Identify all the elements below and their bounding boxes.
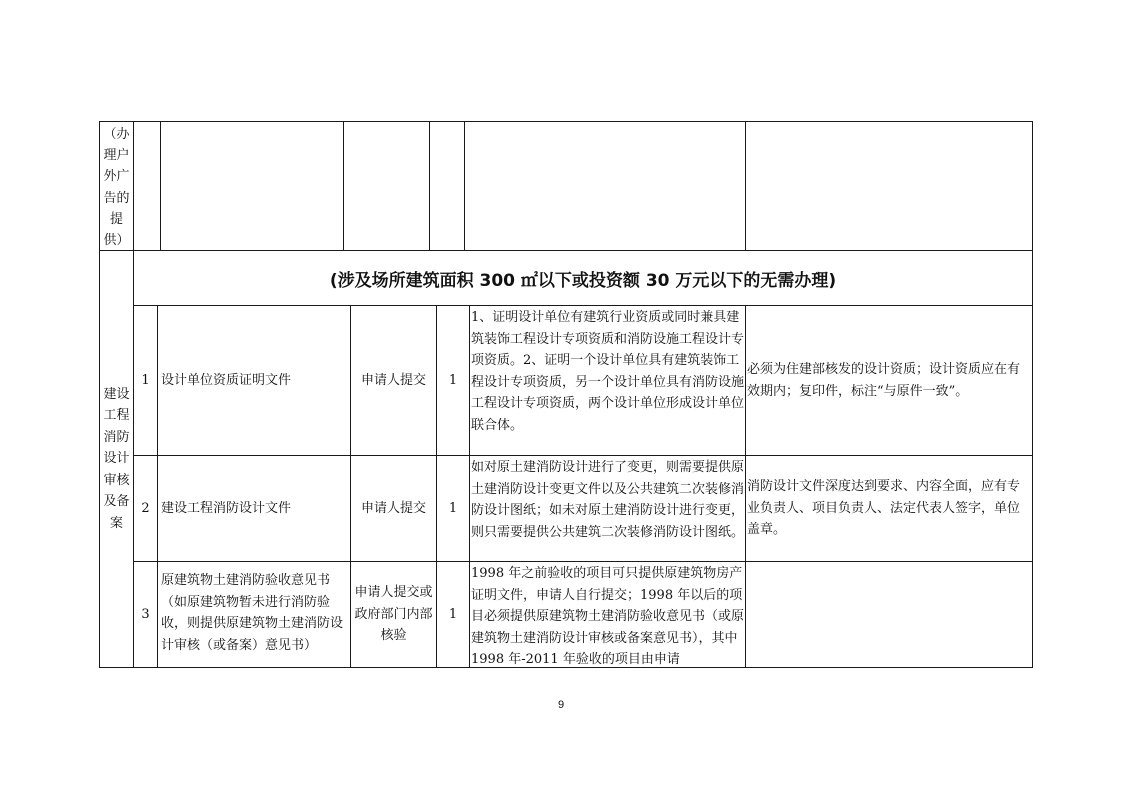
material-source: 申请人提交 <box>360 372 426 388</box>
column-divider <box>343 121 344 251</box>
material-requirement <box>747 306 1031 455</box>
material-requirement: 消防设计文件深度达到要求、内容全面，应有专业负责人、项目负责人、法定代表人签字，单位盖章。 <box>747 479 1021 537</box>
page-number: 9 <box>557 699 565 711</box>
column-divider <box>429 121 430 251</box>
material-name: 原建筑物土建消防验收意见书（如原建筑物暂未进行消防验收，则提供原建筑物土建消防设计审核（或备案）意见书） <box>161 573 344 653</box>
copies-count: 1 <box>448 372 458 388</box>
column-divider <box>745 121 746 251</box>
table-right-border <box>1032 121 1033 668</box>
material-description: 1998 年之前验收的项目可只提供原建筑物房产证明文件，申请人自行提交；1998 年以后的项目必须提供原建筑物土建消防验收意见书（或原建筑物土建消防设计审核或备案意见书），其中 1998 年-2011 年验收的项目由申请 <box>471 566 744 667</box>
copies-count: 1 <box>448 606 458 622</box>
row-divider <box>99 250 1033 251</box>
source-text: 申请人提交或政府部门内部核验 <box>354 585 433 644</box>
column-divider <box>464 121 465 251</box>
row-number: 1 <box>141 372 150 388</box>
table-bottom-border <box>99 667 1033 668</box>
row-divider <box>133 561 1033 562</box>
material-name: 建设工程消防设计文件 <box>161 500 292 516</box>
category-label: 建设工程消防设计审核及备案 <box>103 386 130 531</box>
row-number: 3 <box>141 606 150 622</box>
column-divider <box>469 305 470 668</box>
material-description: 如对原土建消防设计进行了变更，则需要提供原土建消防设计变更文件以及公共建筑二次装修消防设计图纸；如未对原土建消防设计进行变更，则只需要提供公共建筑二次装修消防设计图纸。 <box>471 460 745 540</box>
row-number: 2 <box>141 500 150 516</box>
material-source <box>351 562 436 667</box>
material-description: 1、证明设计单位有建筑行业资质或同时兼具建筑装饰工程设计专项资质和消防设施工程设计专项资质。2、证明一个设计单位具有建筑装饰工程设计专项资质，另一个设计单位具有消防设施工程设计专项资质，两个设计单位形成设计单位联合体。 <box>471 310 745 433</box>
column-divider <box>157 305 158 668</box>
material-name: 设计单位资质证明文件 <box>161 372 292 388</box>
category-cell-fire-design <box>100 251 133 667</box>
copies-count: 1 <box>448 500 458 516</box>
column-divider <box>160 121 161 251</box>
material-source: 申请人提交 <box>360 500 426 516</box>
category-cell-outdoor-ad: （办理户外广告的提供） <box>103 127 130 249</box>
requirement-text: 必须为住建部核发的设计资质；设计资质应在有效期内；复印件，标注“与原件一致”。 <box>747 362 1021 399</box>
column-divider <box>745 305 746 668</box>
table-top-border <box>99 121 1033 122</box>
section-heading: (涉及场所建筑面积 300 ㎡以下或投资额 30 万元以下的无需办理) <box>329 270 837 291</box>
